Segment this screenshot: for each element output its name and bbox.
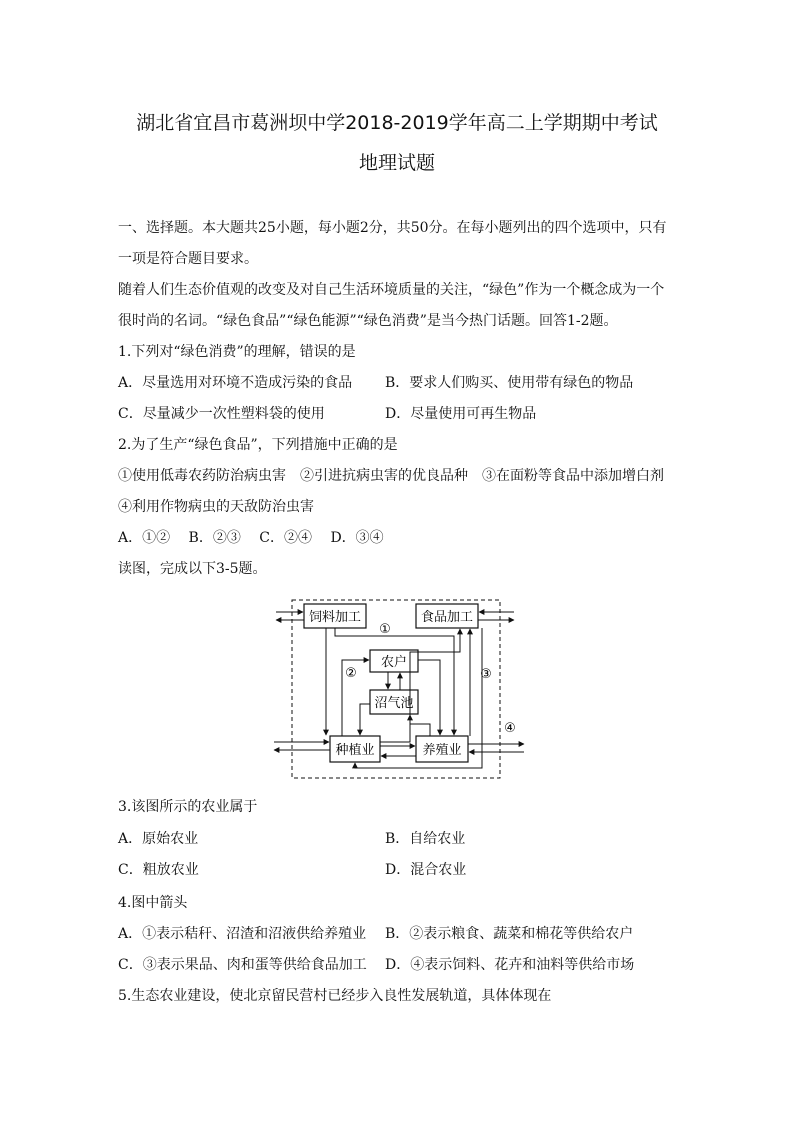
question-4-option-d: D．④表示饲料、花卉和油料等供给市场 [385, 957, 635, 973]
question-1-stem: 1.下列对“绿色消费”的理解，错误的是 [118, 344, 356, 360]
intro-paragraph-line2: 很时尚的名词。“绿色食品”“绿色能源”“绿色消费”是当今热门话题。回答1-2题。 [118, 313, 618, 329]
question-3-option-b: B．自给农业 [385, 831, 466, 847]
section-instruction-line2: 一项是符合题目要求。 [118, 251, 258, 267]
question-4-option-a: A．①表示秸秆、沼渣和沼液供给养殖业 [118, 926, 367, 942]
question-3-stem: 3.该图所示的农业属于 [118, 799, 258, 815]
document-title-line1: 湖北省宜昌市葛洲坝中学2018-2019学年高二上学期期中考试 [136, 112, 658, 134]
intro-paragraph-line1: 随着人们生态价值观的改变及对自己生活环境质量的关注，“绿色”作为一个概念成为一个 [118, 282, 665, 298]
read-diagram-prompt: 读图，完成以下3-5题。 [118, 561, 267, 577]
farmer-label: 农户 [380, 655, 408, 670]
question-1-option-d: D．尽量使用可再生物品 [385, 406, 537, 422]
marker-1: ① [379, 622, 391, 637]
question-5-stem: 5.生态农业建设，使北京留民营村已经步入良性发展轨道，具体体现在 [118, 988, 552, 1004]
question-2-items-line2: ④利用作物病虫的天敌防治虫害 [118, 499, 314, 515]
section-instruction-line1: 一、选择题。本大题共25小题，每小题2分，共50分。在每小题列出的四个选项中，只有 [118, 220, 667, 236]
food-processing-label: 食品加工 [420, 610, 474, 625]
marker-2: ② [345, 666, 357, 681]
document-title-line2: 地理试题 [358, 152, 435, 174]
question-4-stem: 4.图中箭头 [118, 895, 188, 911]
marker-3: ③ [480, 667, 492, 682]
question-1-option-b: B．要求人们购买、使用带有绿色的物品 [385, 375, 634, 391]
agriculture-flow-diagram [270, 592, 528, 782]
question-2-items-line1: ①使用低毒农药防治病虫害 ②引进抗病虫害的优良品种 ③在面粉等食品中添加增白剂 [118, 468, 664, 484]
question-2-options: A．①② B．②③ C．②④ D．③④ [118, 530, 384, 546]
livestock-label: 养殖业 [422, 743, 462, 758]
question-2-stem: 2.为了生产“绿色食品”，下列措施中正确的是 [118, 437, 398, 453]
marker-4: ④ [504, 721, 516, 736]
question-1-option-a: A．尽量选用对环境不造成污染的食品 [118, 375, 353, 391]
feed-processing-label: 饲料加工 [308, 610, 362, 625]
arrow-biogas-crop [360, 704, 370, 735]
question-3-option-d: D．混合农业 [385, 862, 467, 878]
question-3-option-c: C．粗放农业 [118, 862, 199, 878]
question-4-option-b: B．②表示粮食、蔬菜和棉花等供给农户 [385, 926, 634, 942]
question-3-option-a: A．原始农业 [118, 831, 199, 847]
arrow-1-path [335, 628, 454, 735]
crop-farming-label: 种植业 [335, 743, 375, 758]
question-4-option-c: C．③表示果品、肉和蛋等供给食品加工 [118, 957, 367, 973]
arrow-livestock-biogas [410, 715, 430, 736]
biogas-label: 沼气池 [374, 696, 414, 711]
arrow-crop-food-path [380, 629, 460, 742]
question-1-option-c: C．尽量减少一次性塑料袋的使用 [118, 406, 325, 422]
